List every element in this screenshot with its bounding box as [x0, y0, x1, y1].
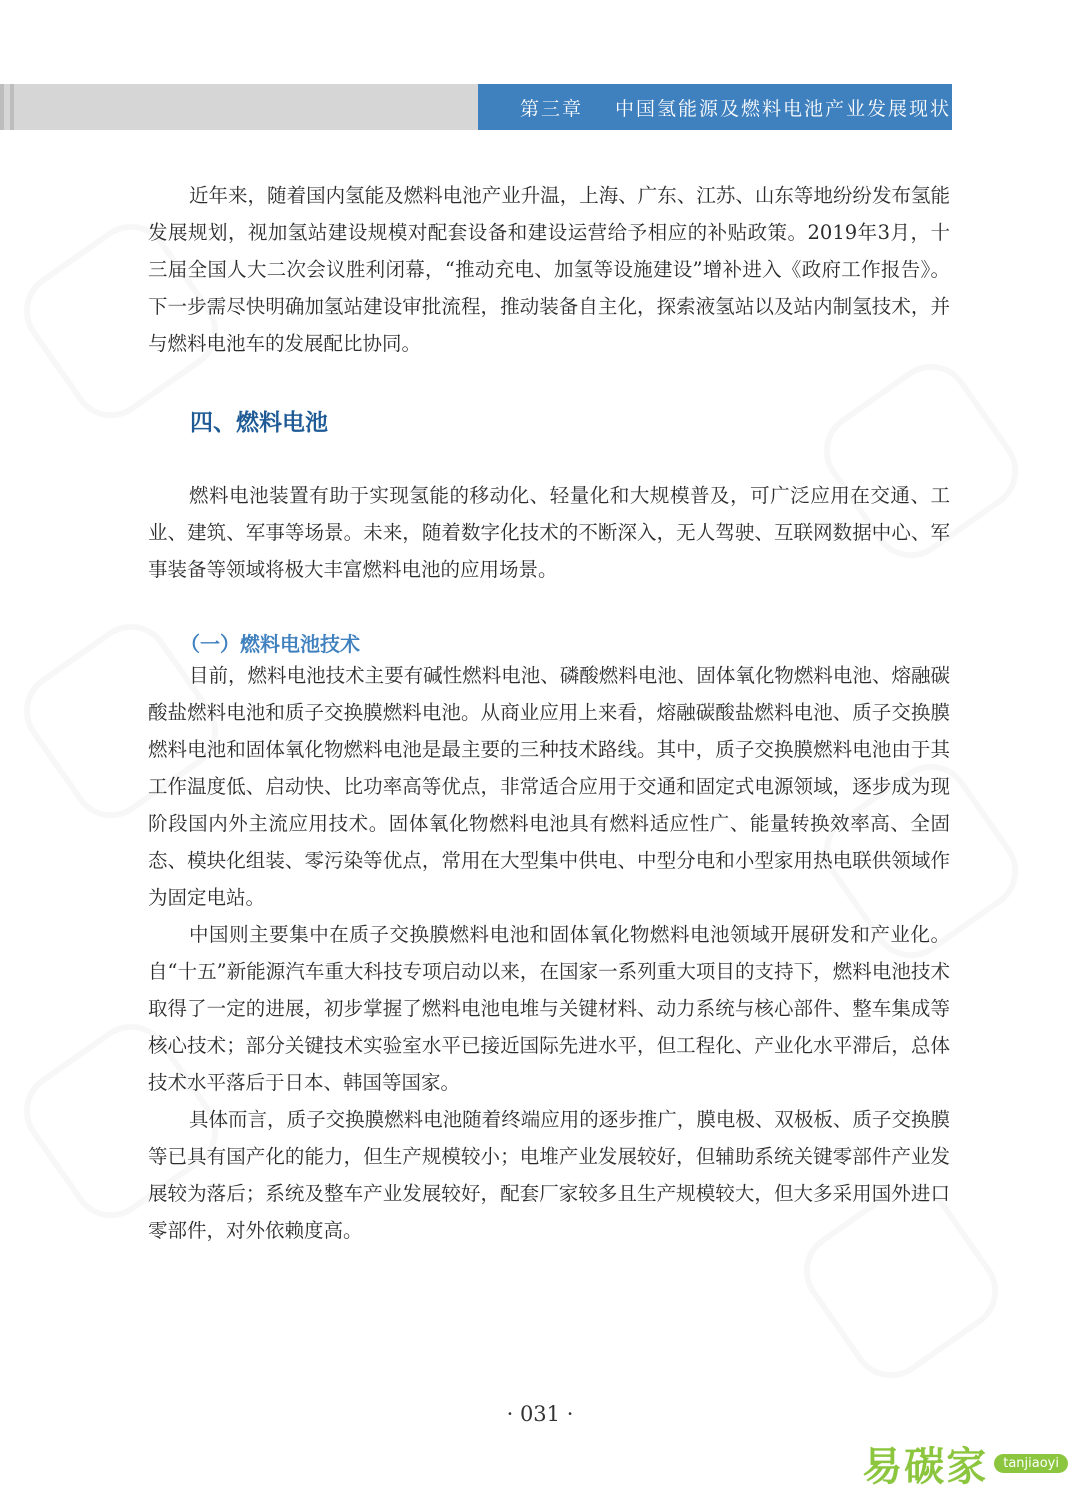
paragraph-tech-1: 目前，燃料电池技术主要有碱性燃料电池、磷酸燃料电池、固体氧化物燃料电池、熔融碳酸盐燃料电池和质子交换膜燃料电池。从商业应用上来看，熔融碳酸盐燃料电池、质子交换膜燃料电池和固体氧化物燃料电池是最主要的三种技术路线。其中，质子交换膜燃料电池由于其工作温度低、启动快、比功率高等优点，非常适合应用于交通和固定式电源领域，逐步成为现阶段国内外主流应用技术。固体氧化物燃料电池具有燃料适应性广、能量转换效率高、全固态、模块化组装、零污染等优点，常用在大型集中供电、中型分电和小型家用热电联供领域作为固定电站。	[148, 664, 950, 909]
paragraph-tech-2: 中国则主要集中在质子交换膜燃料电池和固体氧化物燃料电池领域开展研发和产业化。自“十五”新能源汽车重大科技专项启动以来，在国家一系列重大项目的支持下，燃料电池技术取得了一定的进展，初步掌握了燃料电池电堆与关键材料、动力系统与核心部件、整车集成等核心技术；部分关键技术实验室水平已接近国际先进水平，但工程化、产业化水平滞后，总体技术水平落后于日本、韩国等国家。	[148, 923, 950, 1094]
subsection-heading: （一）燃料电池技术	[180, 632, 360, 656]
brand-logo	[862, 1435, 1068, 1492]
page-number: · 031 ·	[506, 1402, 574, 1426]
chapter-title: 中国氢能源及燃料电池产业发展现状	[615, 97, 952, 120]
chapter-number: 第三章	[520, 97, 584, 120]
section-heading: 四、燃料电池	[190, 410, 328, 436]
logo-text: 易碳家	[862, 1444, 989, 1490]
logo-domain-badge: tanjiaoyi	[994, 1454, 1068, 1473]
paragraph-tech-3: 具体而言，质子交换膜燃料电池随着终端应用的逐步推广，膜电极、双极板、质子交换膜等已具有国产化的能力，但生产规模较小；电堆产业发展较好，但辅助系统关键零部件产业发展较为落后；系统及整车产业发展较好，配套厂家较多且生产规模较大，但大多采用国外进口零部件，对外依赖度高。	[148, 1108, 950, 1242]
paragraph-section-intro: 燃料电池装置有助于实现氢能的移动化、轻量化和大规模普及，可广泛应用在交通、工业、建筑、军事等场景。未来，随着数字化技术的不断深入，无人驾驶、互联网数据中心、军事装备等领域将极大丰富燃料电池的应用场景。	[148, 484, 950, 581]
header-tick-mark	[0, 84, 4, 130]
paragraph-intro: 近年来，随着国内氢能及燃料电池产业升温，上海、广东、江苏、山东等地纷纷发布氢能发展规划，视加氢站建设规模对配套设备和建设运营给予相应的补贴政策。2019年3月，十三届全国人大二次会议胜利闭幕，“推动充电、加氢等设施建设”增补进入《政府工作报告》。下一步需尽快明确加氢站建设审批流程，推动装备自主化，探索液氢站以及站内制氢技术，并与燃料电池车的发展配比协同。	[148, 184, 950, 355]
chapter-header	[478, 84, 952, 130]
header-tick-mark	[10, 84, 14, 130]
